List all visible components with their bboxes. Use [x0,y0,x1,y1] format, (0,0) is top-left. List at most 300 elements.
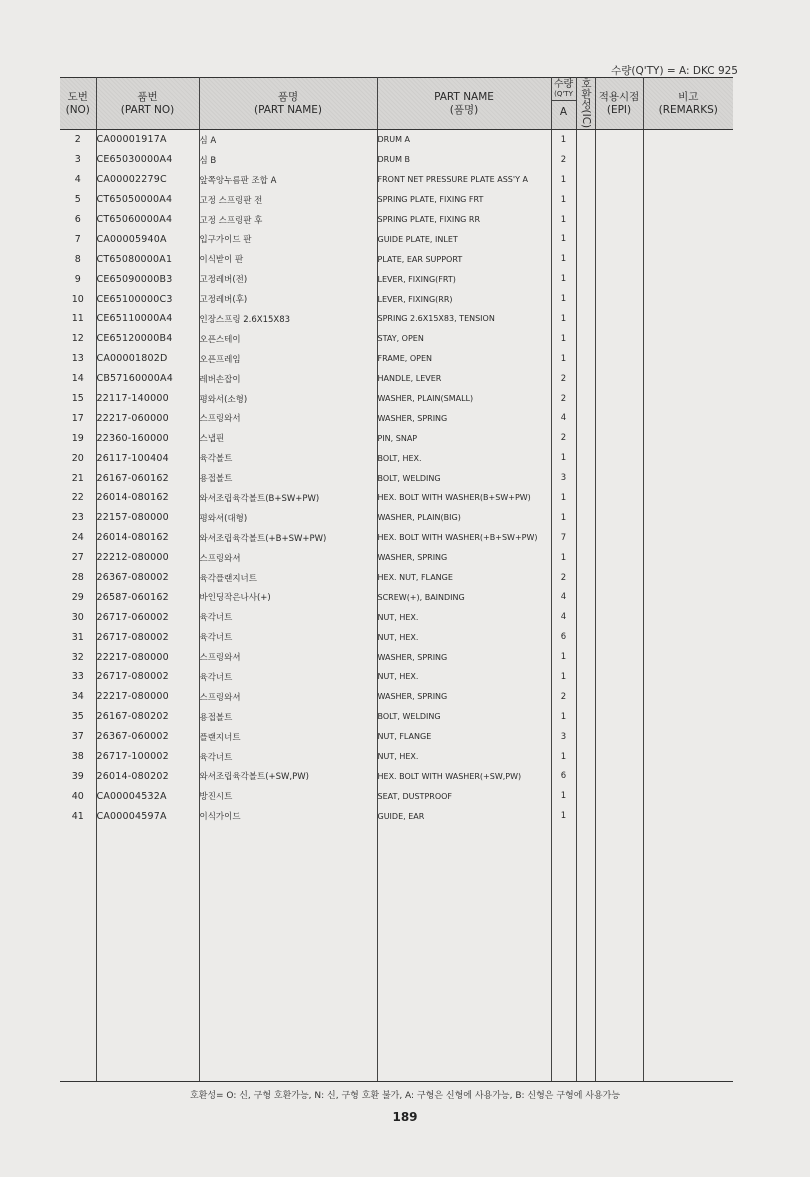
cell-epi [595,607,643,627]
table-row [60,428,733,448]
cell-part-name-en: DRUM A [377,130,551,150]
cell-part-name-en: NUT, HEX. [377,667,551,687]
cell-no: 14 [60,369,96,389]
parts-table-body [60,130,733,1082]
table-row [60,627,733,647]
header-epi-ko: 적용시점 [598,90,640,103]
cell-ic [576,349,595,369]
cell-remarks [643,349,733,369]
cell-no: 38 [60,747,96,767]
cell-part-name-en: BOLT, WELDING [377,707,551,727]
cell-ic [576,568,595,588]
cell-ic [576,587,595,607]
cell-remarks [643,488,733,508]
cell-part-name-en: HANDLE, LEVER [377,369,551,389]
cell-part-name-en: WASHER, SPRING [377,647,551,667]
header-part-name [199,78,377,130]
cell-no: 31 [60,627,96,647]
cell-qty: 1 [551,229,576,249]
table-row [60,727,733,747]
cell-part-no: CE65090000B3 [96,269,199,289]
cell-epi [595,349,643,369]
cell-no: 5 [60,190,96,210]
cell-part-name-en: WASHER, PLAIN(SMALL) [377,389,551,409]
cell-remarks [643,786,733,806]
cell-no: 9 [60,269,96,289]
cell-ic [576,607,595,627]
cell-qty: 1 [551,349,576,369]
cell-part-name-en: SPRING PLATE, FIXING RR [377,210,551,230]
cell-part-name-ko: 스프링와셔 [199,647,377,667]
cell-no: 34 [60,687,96,707]
cell-no: 6 [60,210,96,230]
cell-qty: 2 [551,369,576,389]
cell-qty: 1 [551,806,576,826]
cell-qty: 4 [551,587,576,607]
cell-part-name-en: NUT, HEX. [377,747,551,767]
cell-no: 22 [60,488,96,508]
cell-epi [595,568,643,588]
page-number: 189 [392,1110,418,1124]
cell-no: 10 [60,289,96,309]
cell-ic [576,408,595,428]
cell-epi [595,786,643,806]
cell-ic [576,448,595,468]
cell-part-no: CT65080000A1 [96,249,199,269]
cell-no: 4 [60,170,96,190]
cell-part-name-ko: 입구가이드 판 [199,229,377,249]
cell-part-no: CT65060000A4 [96,210,199,230]
cell-remarks [643,210,733,230]
cell-qty: 1 [551,786,576,806]
cell-no: 27 [60,548,96,568]
cell-part-no: 22217-080000 [96,687,199,707]
cell-part-name-en: WASHER, SPRING [377,408,551,428]
cell-remarks [643,448,733,468]
cell-qty: 2 [551,687,576,707]
cell-remarks [643,229,733,249]
cell-no: 32 [60,647,96,667]
cell-part-no: CA00004597A [96,806,199,826]
header-remarks [643,78,733,130]
cell-part-name-ko: 오픈프레임 [199,349,377,369]
cell-part-no: CA00001802D [96,349,199,369]
cell-part-name-en: GUIDE, EAR [377,806,551,826]
cell-epi [595,508,643,528]
cell-part-no: CE65120000B4 [96,329,199,349]
cell-epi [595,747,643,767]
parts-table [60,77,733,1081]
cell-epi [595,408,643,428]
cell-part-name-en: SPRING 2.6X15X83, TENSION [377,309,551,329]
cell-part-name-ko: 심 A [199,130,377,150]
table-row [60,229,733,249]
cell-no: 40 [60,786,96,806]
cell-qty: 1 [551,548,576,568]
cell-ic [576,786,595,806]
cell-epi [595,548,643,568]
cell-ic [576,130,595,150]
cell-part-no: CA00004532A [96,786,199,806]
cell-ic [576,389,595,409]
cell-part-name-ko: 고정 스프링판 후 [199,210,377,230]
cell-ic [576,806,595,826]
cell-part-no: CE65100000C3 [96,289,199,309]
cell-remarks [643,727,733,747]
cell-qty: 1 [551,269,576,289]
cell-part-name-en: NUT, HEX. [377,627,551,647]
cell-part-no: 26717-100002 [96,747,199,767]
cell-part-name-ko: 스프링와서 [199,408,377,428]
header-part-name2-en: PART NAME [434,90,494,103]
cell-ic [576,528,595,548]
compatibility-footnote: 호환성= O: 신, 구형 호환가능, N: 신, 구형 호환 불가, A: 구형은 신형에 사용가능, B: 신형은 구형에 사용가능 [189,1091,621,1101]
cell-part-no: 26167-080202 [96,707,199,727]
cell-qty: 1 [551,667,576,687]
cell-remarks [643,528,733,548]
cell-part-name-en: WASHER, SPRING [377,687,551,707]
cell-epi [595,130,643,150]
cell-part-name-en: HEX. BOLT WITH WASHER(B+SW+PW) [377,488,551,508]
cell-epi [595,727,643,747]
cell-part-name-ko: 육각너트 [199,607,377,627]
cell-part-name-ko: 와셔조립육각볼트(+SW,PW) [199,767,377,787]
cell-part-no: 26367-080002 [96,568,199,588]
table-row [60,548,733,568]
cell-part-name-ko: 고정레버(전) [199,269,377,289]
cell-qty: 4 [551,607,576,627]
table-row [60,468,733,488]
cell-no: 30 [60,607,96,627]
filler-cell [377,826,551,1081]
table-row [60,488,733,508]
cell-epi [595,647,643,667]
cell-no: 37 [60,727,96,747]
cell-qty: 1 [551,210,576,230]
cell-part-no: 22212-080000 [96,548,199,568]
cell-epi [595,428,643,448]
table-row [60,150,733,170]
cell-part-no: 26717-080002 [96,627,199,647]
cell-remarks [643,190,733,210]
cell-no: 3 [60,150,96,170]
table-row [60,806,733,826]
cell-ic [576,687,595,707]
cell-remarks [643,707,733,727]
table-header-row [60,78,733,130]
cell-ic [576,289,595,309]
cell-no: 13 [60,349,96,369]
cell-qty: 2 [551,389,576,409]
table-row [60,528,733,548]
cell-no: 24 [60,528,96,548]
cell-part-name-ko: 바인딩작은나사(+) [199,587,377,607]
cell-no: 29 [60,587,96,607]
cell-remarks [643,627,733,647]
cell-part-no: CA00002279C [96,170,199,190]
cell-ic [576,707,595,727]
cell-epi [595,229,643,249]
cell-part-name-en: HEX. NUT, FLANGE [377,568,551,588]
table-row [60,568,733,588]
cell-part-no: 22360-160000 [96,428,199,448]
cell-epi [595,667,643,687]
cell-part-name-en: HEX. BOLT WITH WASHER(+SW,PW) [377,767,551,787]
cell-part-no: 22217-080000 [96,647,199,667]
cell-remarks [643,568,733,588]
header-qty-en: (Q'TY [554,90,573,98]
table-row [60,448,733,468]
cell-epi [595,190,643,210]
cell-remarks [643,687,733,707]
cell-qty: 6 [551,627,576,647]
cell-ic [576,150,595,170]
cell-part-name-ko: 평와서(소형) [199,389,377,409]
cell-part-name-en: GUIDE PLATE, INLET [377,229,551,249]
table-row [60,190,733,210]
cell-no: 35 [60,707,96,727]
cell-qty: 2 [551,568,576,588]
cell-epi [595,468,643,488]
cell-part-name-ko: 육각너트 [199,627,377,647]
cell-part-no: 26717-060002 [96,607,199,627]
cell-ic [576,727,595,747]
cell-part-name-en: PLATE, EAR SUPPORT [377,249,551,269]
cell-epi [595,170,643,190]
cell-part-name-ko: 스프링와셔 [199,687,377,707]
cell-part-no: 26014-080202 [96,767,199,787]
table-row [60,767,733,787]
table-row [60,130,733,150]
cell-part-name-en: STAY, OPEN [377,329,551,349]
cell-part-no: 26014-080162 [96,488,199,508]
cell-qty: 1 [551,707,576,727]
qty-note: 수량(Q'TY) = A: DKC 925 [611,65,738,77]
cell-qty: 1 [551,249,576,269]
cell-ic [576,170,595,190]
cell-part-name-en: SPRING PLATE, FIXING FRT [377,190,551,210]
cell-qty: 7 [551,528,576,548]
cell-qty: 2 [551,150,576,170]
cell-part-no: CA00005940A [96,229,199,249]
table-row [60,707,733,727]
table-row [60,349,733,369]
cell-part-name-ko: 앞쪽앙누름판 조합 A [199,170,377,190]
cell-part-name-en: SEAT, DUSTPROOF [377,786,551,806]
cell-part-no: 26717-080002 [96,667,199,687]
header-part-name-ko: 품명 [277,90,299,103]
cell-qty: 1 [551,170,576,190]
table-row [60,667,733,687]
cell-remarks [643,389,733,409]
cell-remarks [643,170,733,190]
cell-part-name-ko: 용접볼트 [199,707,377,727]
cell-epi [595,309,643,329]
header-part-name-en: (PART NAME) [253,103,323,116]
cell-epi [595,707,643,727]
cell-ic [576,210,595,230]
cell-part-name-ko: 와셔조립육각볼트(B+SW+PW) [199,488,377,508]
cell-ic [576,508,595,528]
cell-qty: 3 [551,727,576,747]
cell-remarks [643,767,733,787]
cell-remarks [643,667,733,687]
cell-epi [595,210,643,230]
cell-no: 8 [60,249,96,269]
table-row [60,607,733,627]
cell-ic [576,548,595,568]
header-ic-label: 호환성(IC) [580,78,592,129]
cell-epi [595,329,643,349]
cell-epi [595,627,643,647]
table-row [60,249,733,269]
table-row [60,786,733,806]
cell-part-no: 22217-060000 [96,408,199,428]
cell-epi [595,767,643,787]
cell-ic [576,667,595,687]
cell-remarks [643,607,733,627]
cell-ic [576,767,595,787]
cell-epi [595,488,643,508]
cell-ic [576,309,595,329]
cell-part-name-ko: 방진시트 [199,786,377,806]
cell-part-name-ko: 육각플랜지너트 [199,568,377,588]
cell-remarks [643,150,733,170]
cell-part-name-ko: 레버손잡이 [199,369,377,389]
cell-part-name-ko: 평와셔(대형) [199,508,377,528]
cell-qty: 1 [551,448,576,468]
cell-remarks [643,309,733,329]
filler-cell [551,826,576,1081]
cell-part-no: CE65110000A4 [96,309,199,329]
cell-part-no: 26014-080162 [96,528,199,548]
cell-epi [595,806,643,826]
header-part-no-en: (PART NO) [120,103,175,116]
cell-part-name-ko: 고정 스프링판 전 [199,190,377,210]
table-filler-row [60,826,733,1081]
table-row [60,408,733,428]
cell-part-name-ko: 스냅핀 [199,428,377,448]
cell-part-no: 26117-100404 [96,448,199,468]
cell-epi [595,369,643,389]
cell-epi [595,448,643,468]
cell-part-name-en: PIN, SNAP [377,428,551,448]
cell-part-name-en: WASHER, PLAIN(BIG) [377,508,551,528]
cell-part-name-en: WASHER, SPRING [377,548,551,568]
cell-no: 39 [60,767,96,787]
cell-part-name-en: LEVER, FIXING(RR) [377,289,551,309]
cell-part-name-ko: 육각볼트 [199,448,377,468]
cell-remarks [643,369,733,389]
table-row [60,687,733,707]
cell-qty: 1 [551,329,576,349]
header-no-ko: 도번 [67,90,88,103]
filler-cell [643,826,733,1081]
cell-part-name-en: SCREW(+), BAINDING [377,587,551,607]
cell-part-no: 22157-080000 [96,508,199,528]
header-part-name-english [377,78,551,130]
cell-ic [576,428,595,448]
cell-no: 28 [60,568,96,588]
cell-epi [595,389,643,409]
table-row [60,389,733,409]
cell-part-name-en: LEVER, FIXING(FRT) [377,269,551,289]
cell-remarks [643,249,733,269]
cell-part-no: CE65030000A4 [96,150,199,170]
cell-remarks [643,428,733,448]
cell-part-name-ko: 용접볼트 [199,468,377,488]
cell-qty: 6 [551,767,576,787]
bottom-rule [60,1081,733,1082]
cell-part-name-ko: 스프링와셔 [199,548,377,568]
cell-no: 19 [60,428,96,448]
cell-ic [576,229,595,249]
cell-no: 15 [60,389,96,409]
cell-ic [576,488,595,508]
cell-part-name-ko: 육각너트 [199,747,377,767]
table-row [60,329,733,349]
header-epi [595,78,643,130]
table-row [60,309,733,329]
cell-no: 17 [60,408,96,428]
header-qty-a: A [559,106,568,118]
cell-qty: 1 [551,130,576,150]
cell-remarks [643,747,733,767]
cell-part-no: 26587-060162 [96,587,199,607]
cell-no: 12 [60,329,96,349]
header-qty [551,78,576,130]
header-part-no-ko: 품번 [137,90,158,103]
cell-part-name-en: DRUM B [377,150,551,170]
cell-epi [595,528,643,548]
cell-no: 11 [60,309,96,329]
cell-qty: 1 [551,488,576,508]
cell-part-no: CT65050000A4 [96,190,199,210]
cell-part-name-ko: 인장스프링 2.6X15X83 [199,309,377,329]
header-qty-top [552,78,576,101]
cell-remarks [643,587,733,607]
filler-cell [96,826,199,1081]
table-row [60,210,733,230]
cell-ic [576,190,595,210]
cell-qty: 1 [551,289,576,309]
cell-part-name-ko: 오픈스테이 [199,329,377,349]
cell-remarks [643,329,733,349]
table-row [60,747,733,767]
header-ic [576,78,595,130]
cell-ic [576,627,595,647]
cell-ic [576,468,595,488]
cell-no: 23 [60,508,96,528]
table-row [60,170,733,190]
cell-part-name-ko: 육각너트 [199,667,377,687]
cell-no: 7 [60,229,96,249]
cell-qty: 1 [551,190,576,210]
cell-part-name-en: BOLT, HEX. [377,448,551,468]
cell-ic [576,369,595,389]
cell-no: 20 [60,448,96,468]
cell-remarks [643,289,733,309]
cell-ic [576,329,595,349]
cell-part-name-en: BOLT, WELDING [377,468,551,488]
cell-epi [595,150,643,170]
cell-epi [595,249,643,269]
cell-ic [576,249,595,269]
cell-qty: 1 [551,647,576,667]
cell-no: 21 [60,468,96,488]
cell-part-name-ko: 이식받이 판 [199,249,377,269]
cell-remarks [643,508,733,528]
